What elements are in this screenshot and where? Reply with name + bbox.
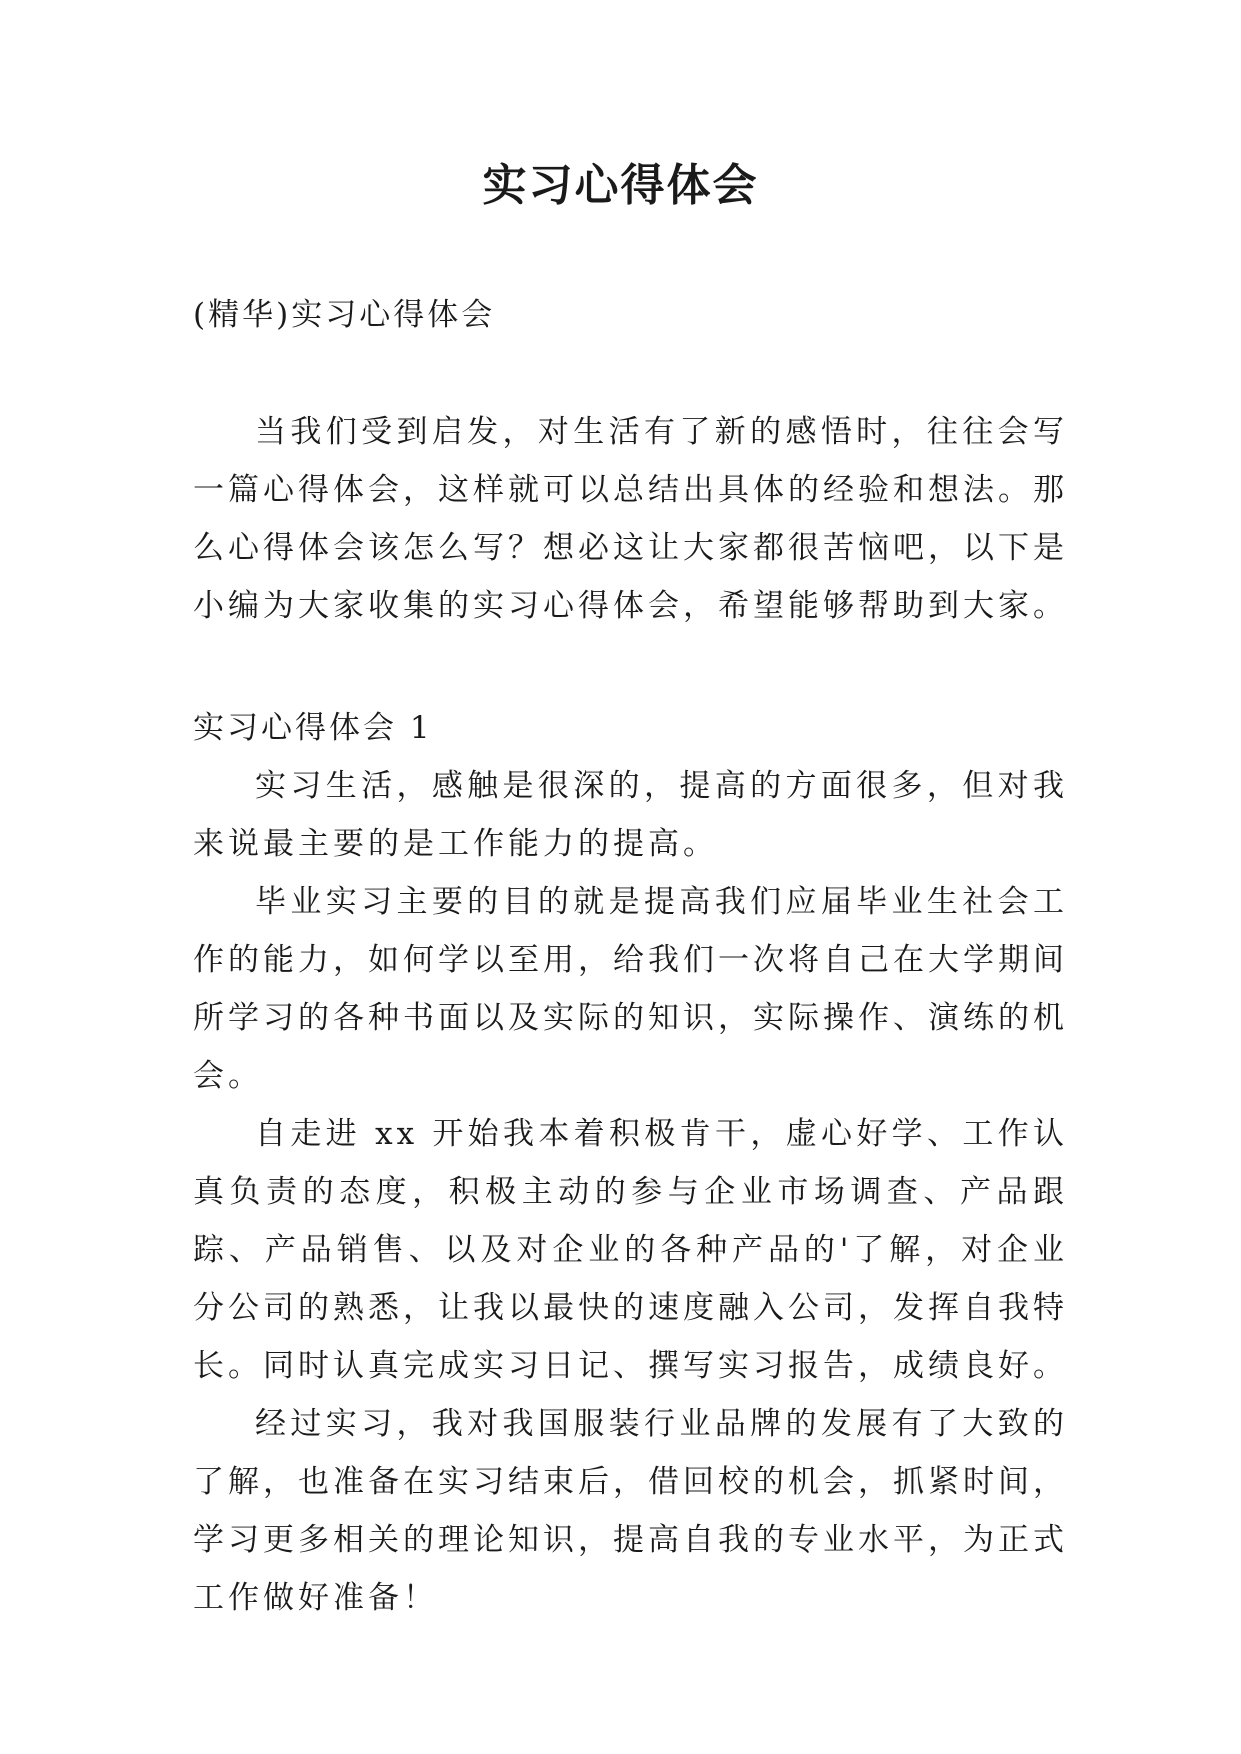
section-1-body xyxy=(193,757,1068,1627)
body-paragraph: 自走进 xx 开始我本着积极肯干，虚心好学、工作认真负责的态度，积极主动的参与企业市场调查、产品跟踪、产品销售、以及对企业的各种产品的'了解，对企业分公司的熟悉，让我以最快的速度融入公司，发挥自我特长。同时认真完成实习日记、撰写实习报告，成绩良好。 xyxy=(193,1116,1068,1384)
body-paragraph: 实习生活，感触是很深的，提高的方面很多，但对我来说最主要的是工作能力的提高。 xyxy=(193,768,1068,862)
section-heading: 实习心得体会 1 xyxy=(193,710,433,746)
intro-section xyxy=(193,403,1068,635)
body-paragraph: 毕业实习主要的目的就是提高我们应届毕业生社会工作的能力，如何学以至用，给我们一次将自己在大学期间所学习的各种书面以及实际的知识，实际操作、演练的机会。 xyxy=(193,884,1068,1094)
intro-paragraph: 当我们受到启发，对生活有了新的感悟时，往往会写一篇心得体会，这样就可以总结出具体的经验和想法。那么心得体会该怎么写？想必这让大家都很苦恼吧，以下是小编为大家收集的实习心得体会，希望能够帮助到大家。 xyxy=(193,414,1068,624)
document-title: 实习心得体会 xyxy=(482,160,759,211)
document-subtitle: (精华)实习心得体会 xyxy=(193,297,496,333)
body-paragraph: 经过实习，我对我国服装行业品牌的发展有了大致的了解，也准备在实习结束后，借回校的机会，抓紧时间，学习更多相关的理论知识，提高自我的专业水平，为正式工作做好准备！ xyxy=(193,1406,1068,1616)
